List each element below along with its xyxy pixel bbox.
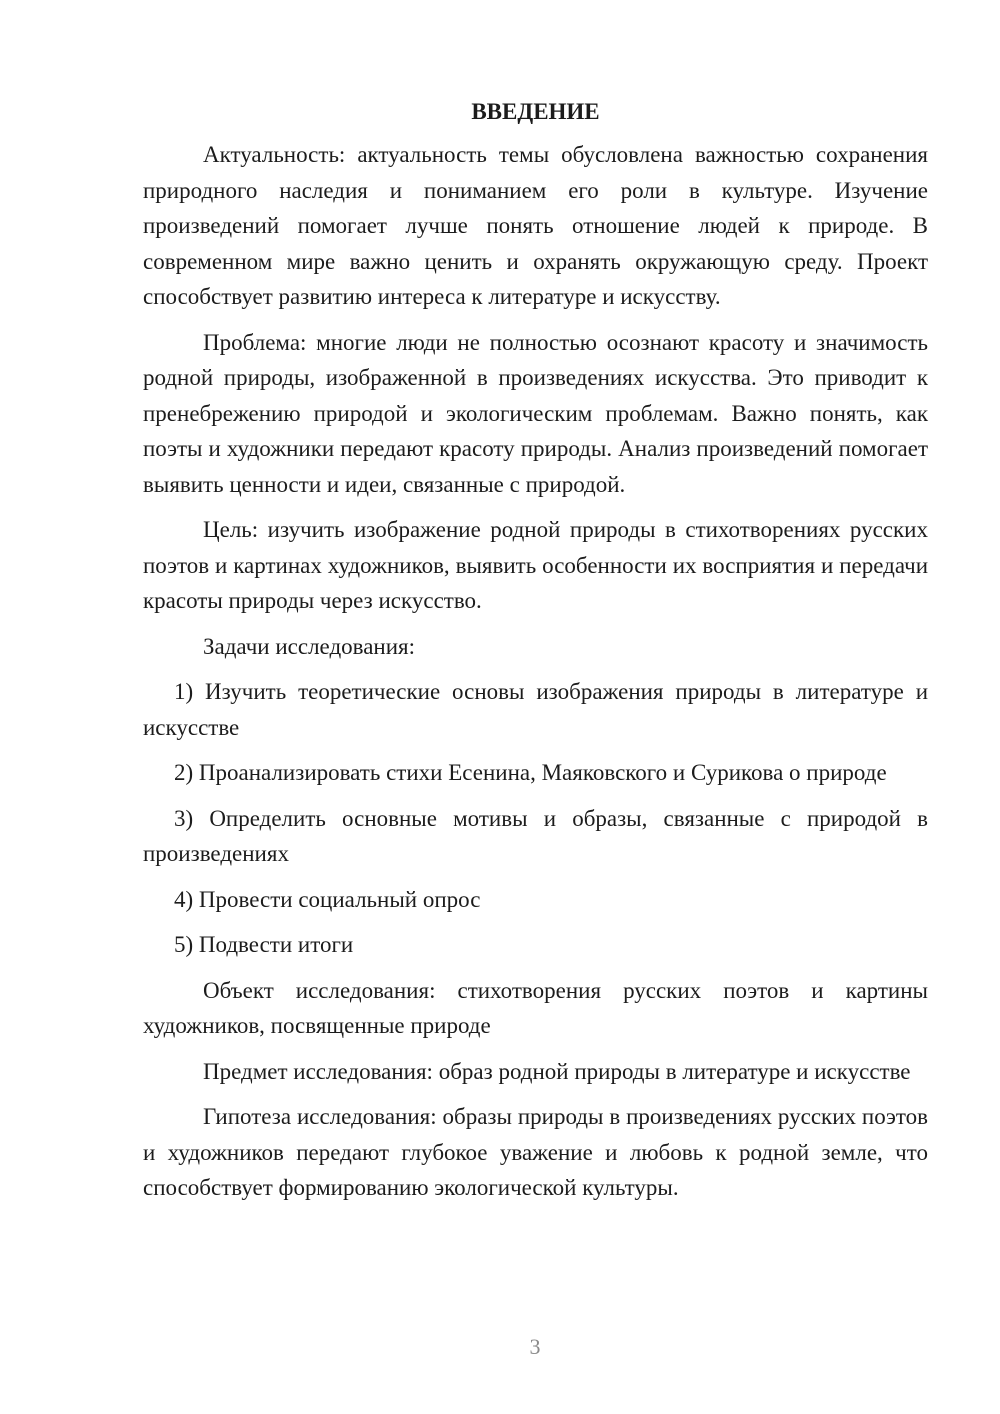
hypothesis-paragraph: Гипотеза исследования: образы природы в произведениях русских поэтов и художников передают глубокое уважение и любовь к родной земле, что способствует формированию экологической культуры. bbox=[143, 1104, 928, 1200]
goal-paragraph: Цель: изучить изображение родной природы в стихотворениях русских поэтов и картинах художников, выявить особенности их восприятия и передачи красоты природы через искусство. bbox=[143, 517, 928, 613]
task-item: 5) Подвести итоги bbox=[174, 932, 354, 957]
task-item: 1) Изучить теоретические основы изображения природы в литературе и искусстве bbox=[143, 679, 928, 740]
page-number: 3 bbox=[529, 1334, 541, 1359]
problem-paragraph: Проблема: многие люди не полностью осознают красоту и значимость родной природы, изображенной в произведениях искусства. Это приводит к пренебрежению природой и экологическим проблемам. Важно понять, как поэты и художники передают красоту природы. Анализ произведений помогает выявить ценности и идеи, связанные с природой. bbox=[143, 329, 928, 497]
relevance-paragraph: Актуальность: актуальность темы обусловлена важностью сохранения природного наследия и пониманием его роли в культуре. Изучение произведений помогает лучше понять отношение людей к природе. В современном мире важно ценить и охранять окружающую среду. Проект способствует развитию интереса к литературе и искусству. bbox=[143, 142, 928, 309]
document-body bbox=[143, 97, 928, 1216]
object-paragraph: Объект исследования: стихотворения русских поэтов и картины художников, посвященные природе bbox=[143, 977, 928, 1038]
page-title: ВВЕДЕНИЕ bbox=[471, 99, 600, 124]
task-item: 3) Определить основные мотивы и образы, связанные с природой в произведениях bbox=[143, 805, 928, 866]
subject-paragraph: Предмет исследования: образ родной природы в литературе и искусстве bbox=[203, 1058, 911, 1084]
task-item: 2) Проанализировать стихи Есенина, Маяковского и Сурикова о природе bbox=[174, 760, 887, 785]
task-item: 4) Провести социальный опрос bbox=[174, 886, 481, 912]
tasks-heading: Задачи исследования: bbox=[203, 633, 416, 659]
